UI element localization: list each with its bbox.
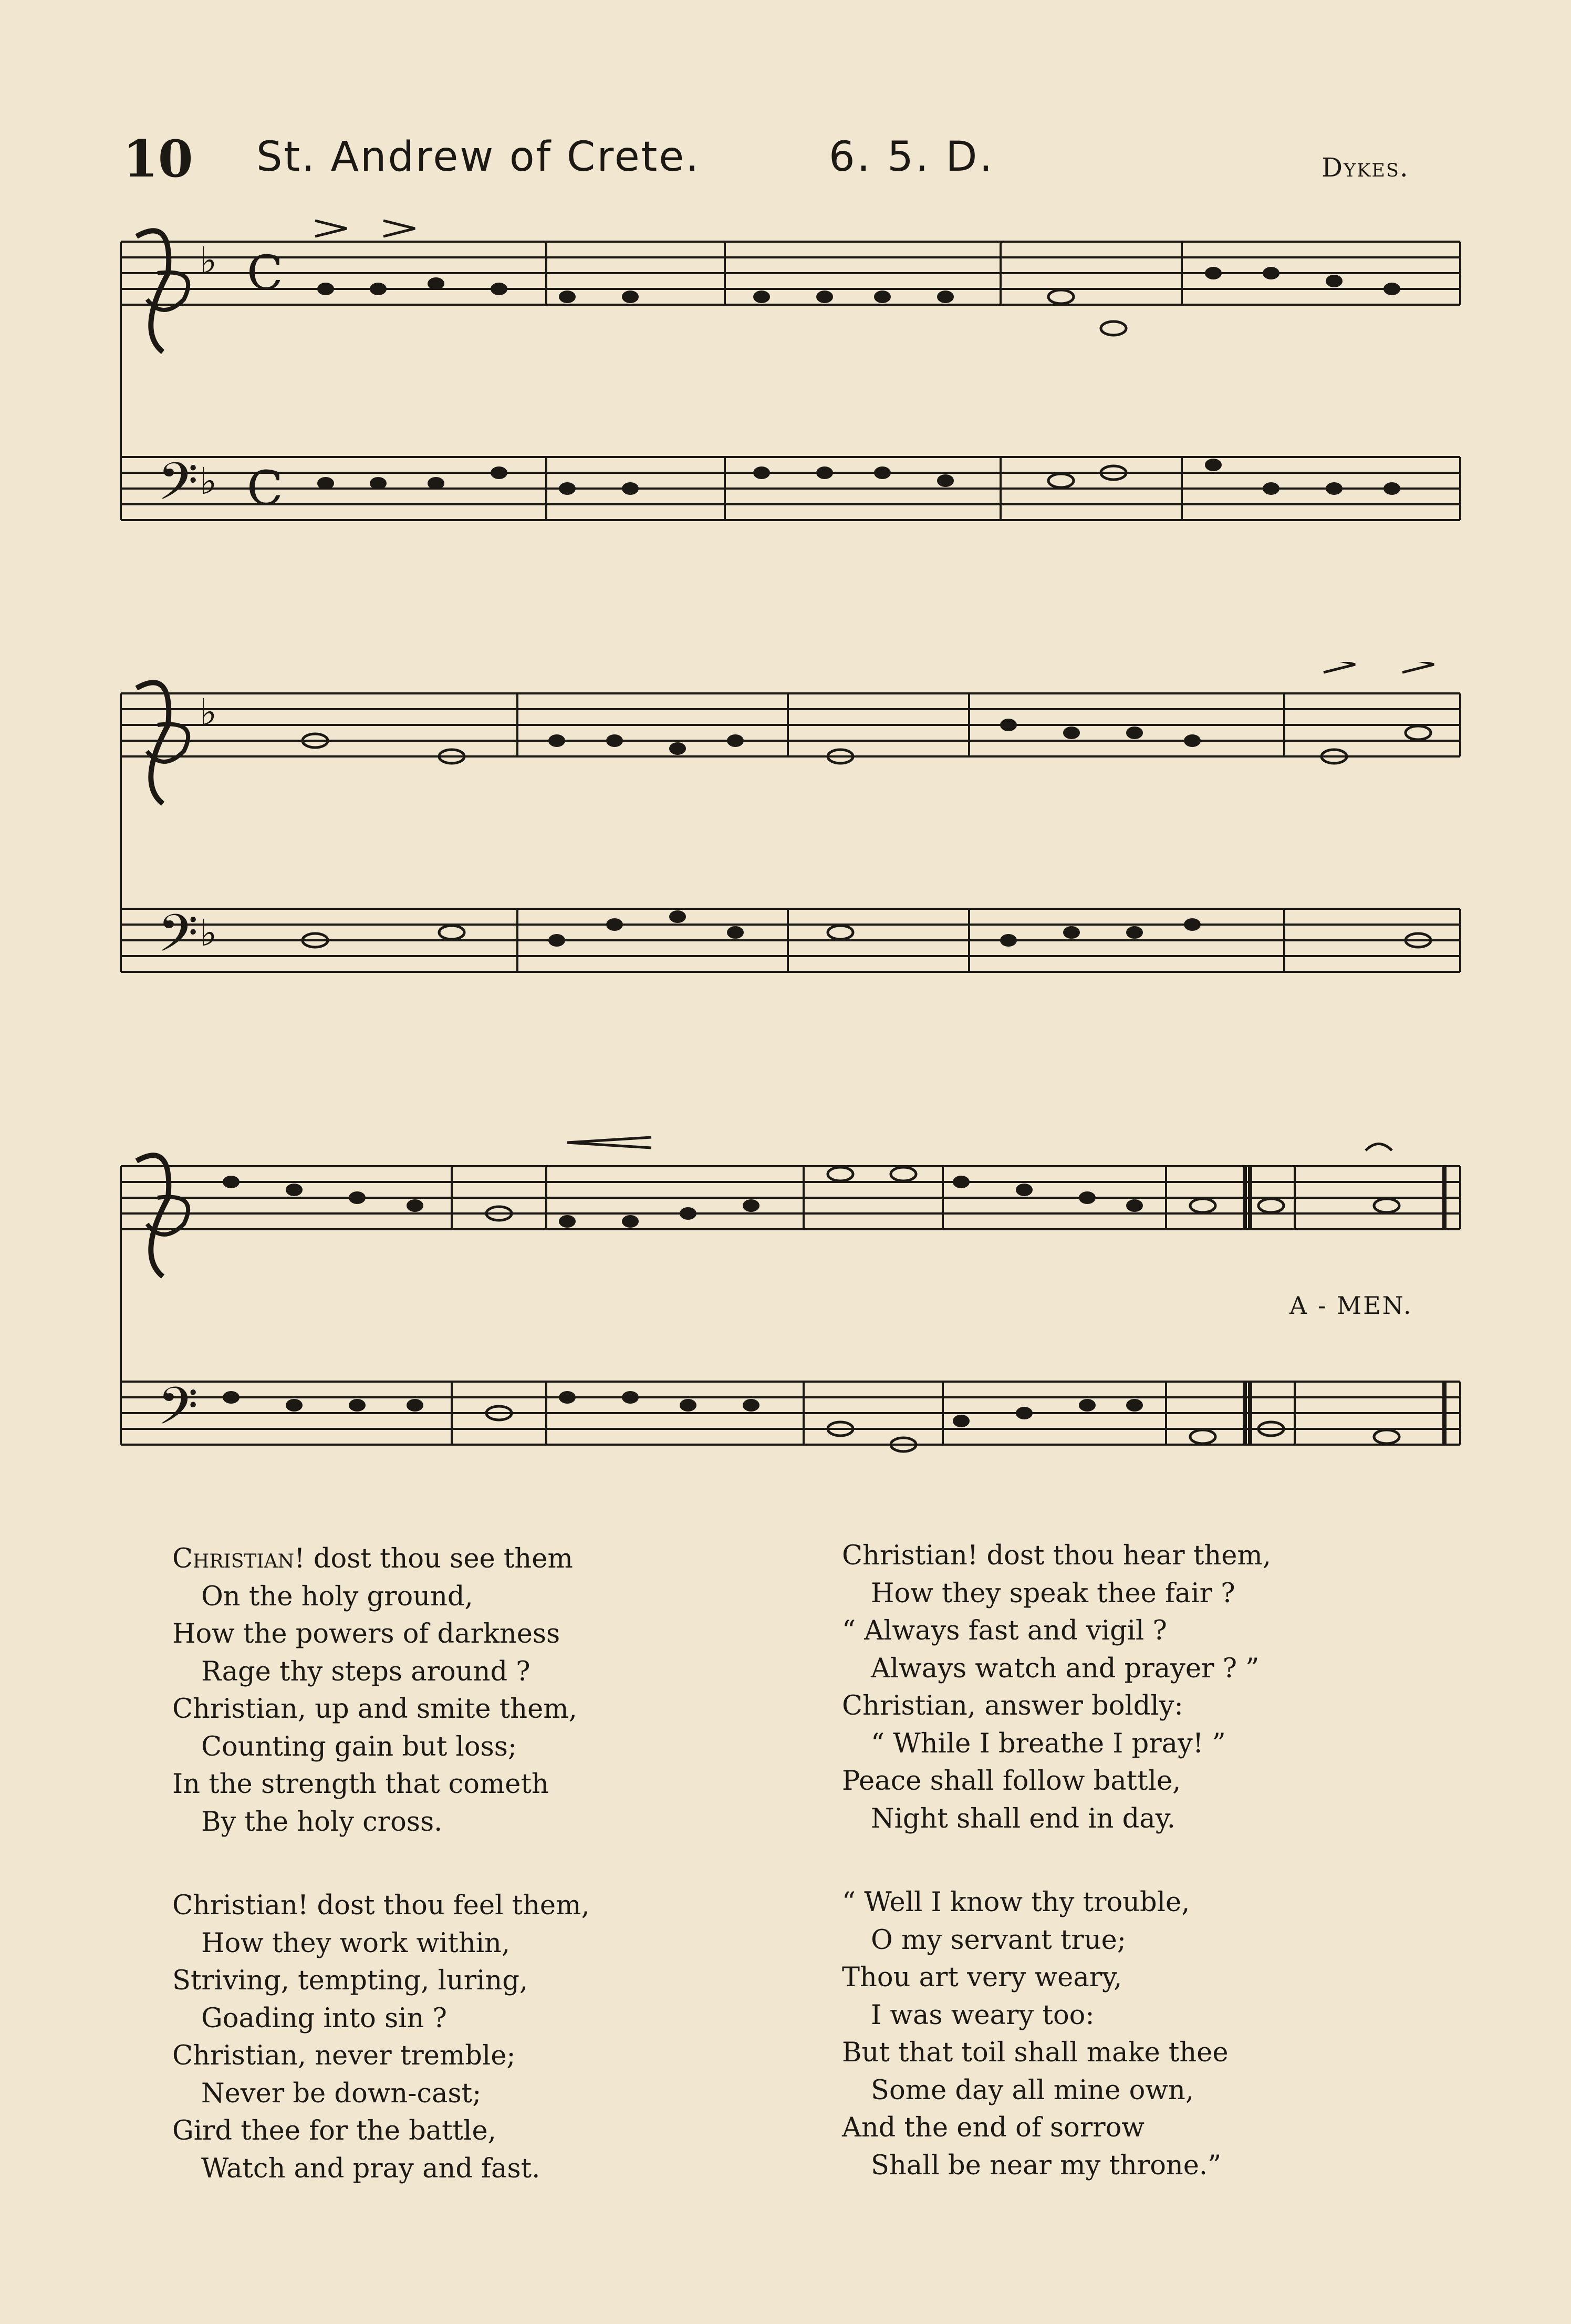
verse-line: Christian! dost thou hear them, [842,1540,1271,1571]
verse-line: Goading into sin ? [201,2003,447,2034]
verse-line: Watch and pray and fast. [201,2153,540,2184]
verse-line: “ While I breathe I pray! ” [871,1728,1226,1759]
verse-line: How they work within, [201,1927,511,1959]
verse-line: Never be down-cast; [201,2078,482,2109]
music-staff-system [0,662,1571,1040]
amen-label: A - MEN. [1289,1291,1413,1320]
music-system-2 [0,662,1571,1040]
hymn-number: 10 [123,129,193,189]
svg-text:♭: ♭ [200,691,217,734]
svg-text:♭: ♭ [200,911,217,954]
music-staff-system [0,210,1571,588]
verse-line: Shall be near my throne.” [871,2150,1222,2181]
verse-first-word: Christian [172,1543,295,1574]
verse-line: How they speak thee fair ? [871,1578,1235,1609]
verse-3 [842,1537,1271,1838]
verse-line: Peace shall follow battle, [842,1766,1181,1797]
verse-line: Christian, up and smite them, [172,1694,577,1725]
verse-line: Gird thee for the battle, [172,2115,496,2146]
hymn-composer: Dykes. [1322,152,1409,183]
svg-text:♭: ♭ [200,460,217,503]
verse-line: “ Well I know thy trouble, [842,1887,1190,1918]
hymn-title: St. Andrew of Crete. [256,133,701,181]
verse-line: Christian, never tremble; [172,2040,516,2071]
verse-line: “ Always fast and vigil ? [842,1615,1167,1646]
verse-2 [172,1887,590,2187]
verse-1 [172,1540,577,1841]
verse-line: On the holy ground, [201,1581,473,1612]
verse-line: Thou art very weary, [842,1962,1122,1993]
svg-text:𝄢: 𝄢 [158,904,199,977]
svg-text:C: C [247,461,283,516]
verse-line: Always watch and prayer ? ” [871,1653,1260,1684]
svg-text:𝄢: 𝄢 [158,1376,199,1449]
svg-text:C: C [247,245,283,300]
verse-line: And the end of sorrow [842,2112,1145,2143]
verse-line: In the strength that cometh [172,1769,549,1800]
verse-line: Night shall end in day. [871,1803,1175,1834]
verse-line: Counting gain but loss; [201,1731,517,1762]
verse-line: Striving, tempting, luring, [172,1965,528,1996]
svg-text:𝄢: 𝄢 [158,452,199,525]
verse-4 [842,1884,1229,2184]
verse-line: Rage thy steps around ? [201,1656,530,1687]
music-system-1 [0,210,1571,588]
verse-line: Christian! dost thou feel them, [172,1890,590,1921]
verse-line-text: ! dost thou see them [294,1543,573,1574]
verse-line: Some day all mine own, [871,2074,1194,2106]
verse-line [172,1540,577,1578]
verse-line: But that toil shall make thee [842,2037,1229,2068]
verse-line: Christian, answer boldly: [842,1690,1183,1721]
verse-line: O my servant true; [871,1924,1126,1956]
hymn-meter: 6. 5. D. [829,133,995,181]
verse-line: I was weary too: [871,1999,1095,2031]
svg-text:♭: ♭ [200,239,217,282]
verse-line: How the powers of darkness [172,1618,560,1649]
verse-line: By the holy cross. [201,1806,443,1838]
